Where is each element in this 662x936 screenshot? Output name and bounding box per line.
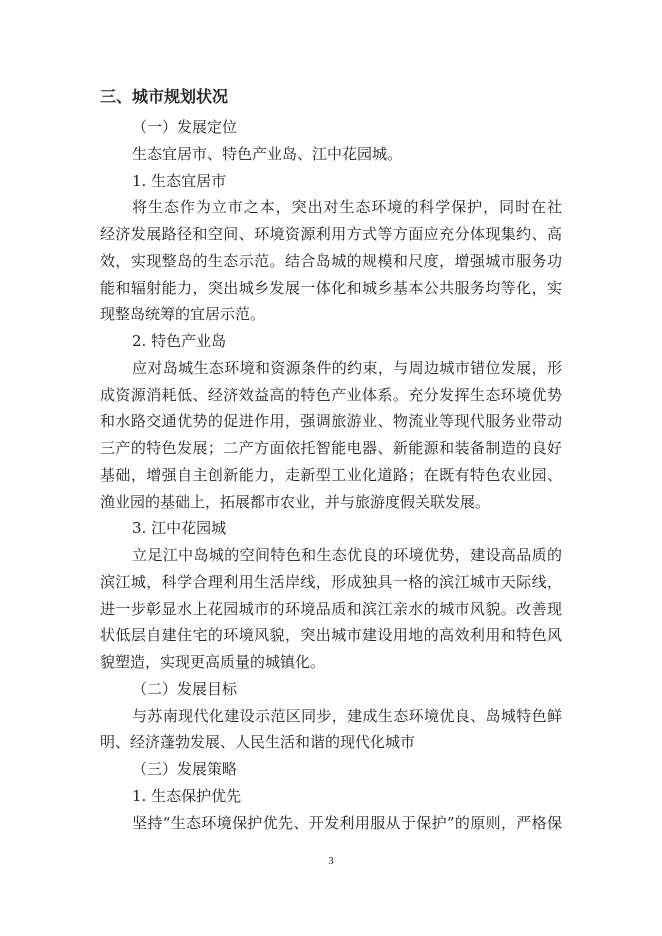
text-line: 立足江中岛城的空间特色和生态优良的环境优势，建设高品质的 (132, 546, 562, 564)
text-line: 经济发展路径和空间、环境资源利用方式等方面应充分体现集约、高 (100, 225, 562, 243)
text-line: 1. 生态保护优先 (132, 786, 242, 805)
text-line: 现整岛统筹的宜居示范。 (100, 305, 266, 324)
text-line: 1. 生态宜居市 (132, 171, 227, 190)
text-line: 明、经济蓬勃发展、人民生活和谐的现代化城市 (100, 733, 416, 752)
text-line: 和水路交通优势的促进作用，强调旅游业、物流业等现代服务业带动 (100, 412, 562, 431)
text-line: 应对岛城生态环境和资源条件的约束，与周边城市错位发展，形 (132, 358, 562, 377)
text-line: 渔业园的基础上，拓展都市农业，并与旅游度假关联发展。 (100, 492, 491, 511)
document-body (100, 114, 562, 836)
text-line: 3. 江中花园城 (132, 519, 227, 538)
text-line: 坚持“生态环境保护优先、开发利用服从于保护”的原则，严格保 (132, 813, 562, 832)
text-line: 滨江城，科学合理利用生活岸线，形成独具一格的滨江城市天际线， (100, 572, 562, 591)
text-line: 三产的特色发展；二产方面依托智能电器、新能源和装备制造的良好 (100, 439, 562, 457)
section-heading: 三、城市规划状况 (100, 87, 229, 106)
text-line: 进一步彰显水上花园城市的环境品质和滨江亲水的城市风貌。改善现 (100, 599, 562, 618)
page-number: 3 (328, 855, 334, 867)
text-line: （一）发展定位 (132, 118, 238, 136)
text-line: 貌塑造，实现更高质量的城镇化。 (100, 653, 326, 671)
text-line: 效，实现整岛的生态示范。结合岛城的规模和尺度，增强城市服务功 (100, 251, 562, 270)
text-line: （三）发展策略 (132, 760, 238, 778)
text-line: 状低层自建住宅的环境风貌，突出城市建设用地的高效利用和特色风 (100, 626, 562, 645)
text-line: 与苏南现代化建设示范区同步，建成生态环境优良、岛城特色鲜 (132, 706, 562, 725)
text-line: （二）发展目标 (132, 679, 238, 698)
text-line: 2. 特色产业岛 (132, 332, 227, 350)
text-line: 成资源消耗低、经济效益高的特色产业体系。充分发挥生态环境优势 (100, 385, 562, 404)
text-line: 能和辐射能力，突出城乡发展一体化和城乡基本公共服务均等化，实 (100, 278, 562, 297)
text-line: 生态宜居市、特色产业岛、江中花园城。 (132, 144, 403, 163)
text-line: 基础，增强自主创新能力，走新型工业化道路；在既有特色农业园、 (100, 465, 562, 484)
text-line: 将生态作为立市之本，突出对生态环境的科学保护，同时在社 (132, 198, 562, 217)
